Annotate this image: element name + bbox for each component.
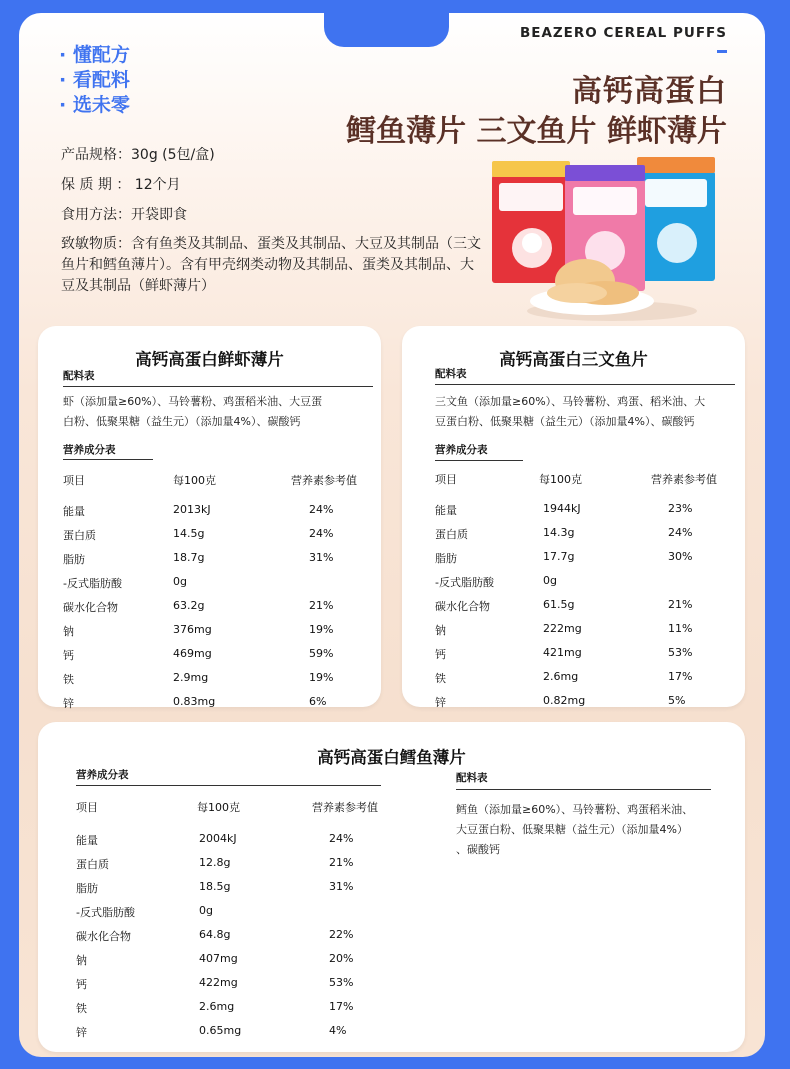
tagline-2: · 看配料 xyxy=(59,68,130,93)
nrv-value: 24% xyxy=(668,526,693,539)
nutrient-name: 脂肪 xyxy=(435,552,457,565)
box-shrimp xyxy=(637,157,715,281)
nutrient-name: -反式脂肪酸 xyxy=(63,577,122,590)
nutrient-name: 脂肪 xyxy=(76,882,98,895)
per100-value: 12.8g xyxy=(199,856,231,869)
per100-value: 2.6mg xyxy=(199,1000,235,1013)
nrv-value: 6% xyxy=(309,695,327,708)
col-per100: 每100克 xyxy=(173,474,216,487)
cod-ingredients-line-3: 、碳酸钙 xyxy=(456,843,500,856)
nutrient-name: -反式脂肪酸 xyxy=(76,906,135,919)
salmon-ingredients-line xyxy=(435,384,735,385)
nrv-value: 22% xyxy=(329,928,354,941)
nutrient-name: 铁 xyxy=(435,672,446,685)
nutrient-name: 锌 xyxy=(76,1026,87,1039)
nrv-value: 21% xyxy=(668,598,693,611)
nrv-value: 24% xyxy=(309,503,334,516)
per100-value: 14.3g xyxy=(543,526,575,539)
nutrient-name: 能量 xyxy=(435,504,457,517)
nrv-value: 17% xyxy=(668,670,693,683)
nutrient-name: 能量 xyxy=(76,834,98,847)
nutrient-name: 蛋白质 xyxy=(435,528,468,541)
headline-line-1: 高钙高蛋白 xyxy=(572,74,727,109)
per100-value: 0.83mg xyxy=(173,695,216,708)
product-image xyxy=(487,153,727,323)
nutrient-name: 钙 xyxy=(63,649,74,662)
per100-value: 18.5g xyxy=(199,880,231,893)
cod-ingredients xyxy=(456,800,726,860)
nrv-value: 23% xyxy=(668,502,693,515)
cod-ingredients-label: 配料表 xyxy=(456,772,488,784)
salmon-ingredients xyxy=(435,392,740,432)
per100-value: 61.5g xyxy=(543,598,575,611)
per100-value: 17.7g xyxy=(543,550,575,563)
nrv-value: 21% xyxy=(309,599,334,612)
nutrient-name: 蛋白质 xyxy=(63,529,96,542)
per100-value: 0g xyxy=(199,904,213,917)
nrv-value: 21% xyxy=(329,856,354,869)
per100-value: 0g xyxy=(173,575,187,588)
nutrient-name: 钠 xyxy=(435,624,446,637)
nutrient-name: 碳水化合物 xyxy=(76,930,131,943)
per100-value: 2.9mg xyxy=(173,671,209,684)
shelf-life-text: 保 质 期 ： 12个月 xyxy=(61,177,181,193)
brand-name: BEAZERO CEREAL PUFFS xyxy=(519,25,727,41)
per100-value: 421mg xyxy=(543,646,582,659)
top-tab-decoration xyxy=(324,13,449,47)
nrv-value: 53% xyxy=(668,646,693,659)
per100-value: 0g xyxy=(543,574,557,587)
per100-value: 0.82mg xyxy=(543,694,586,707)
nrv-value: 19% xyxy=(309,671,334,684)
nrv-value: 4% xyxy=(329,1024,347,1037)
nutrient-name: -反式脂肪酸 xyxy=(435,576,494,589)
brand-underline xyxy=(717,50,727,53)
nrv-value: 30% xyxy=(668,550,693,563)
per100-value: 0.65mg xyxy=(199,1024,242,1037)
per100-value: 469mg xyxy=(173,647,212,660)
salmon-ingredients-label: 配料表 xyxy=(435,368,467,380)
col-nrv: 营养素参考值 xyxy=(312,801,378,814)
per100-value: 63.2g xyxy=(173,599,205,612)
nutrient-name: 钠 xyxy=(76,954,87,967)
col-item: 项目 xyxy=(435,473,457,486)
nutrient-name: 蛋白质 xyxy=(76,858,109,871)
per100-value: 14.5g xyxy=(173,527,205,540)
per100-value: 2013kJ xyxy=(173,503,211,516)
per100-value: 18.7g xyxy=(173,551,205,564)
nrv-value: 31% xyxy=(309,551,334,564)
cod-card xyxy=(38,722,745,1052)
headline-line-2: 鳕鱼薄片 三文鱼片 鲜虾薄片 xyxy=(346,114,727,149)
tagline-list xyxy=(59,43,130,118)
nrv-value: 20% xyxy=(329,952,354,965)
product-info xyxy=(61,140,481,297)
nutrient-name: 铁 xyxy=(63,673,74,686)
nrv-value: 24% xyxy=(309,527,334,540)
nutrient-name: 铁 xyxy=(76,1002,87,1015)
col-nrv: 营养素参考值 xyxy=(291,474,357,487)
cod-title: 高钙高蛋白鳕鱼薄片 xyxy=(317,748,466,767)
shrimp-ingredients-label: 配料表 xyxy=(63,370,95,382)
nrv-value: 53% xyxy=(329,976,354,989)
nutrient-name: 钙 xyxy=(435,648,446,661)
nutrient-name: 锌 xyxy=(435,696,446,709)
nrv-value: 17% xyxy=(329,1000,354,1013)
per100-value: 422mg xyxy=(199,976,238,989)
cod-ingredients-line-2: 大豆蛋白粉、低聚果糖（益生元）（添加量4%） xyxy=(456,823,688,836)
per100-value: 222mg xyxy=(543,622,582,635)
tagline-1: · 懂配方 xyxy=(59,43,130,68)
per100-value: 407mg xyxy=(199,952,238,965)
usage-text: 食用方法：开袋即食 xyxy=(61,207,187,223)
salmon-card xyxy=(402,326,745,707)
shrimp-ingredients xyxy=(63,392,375,432)
nutrient-name: 锌 xyxy=(63,697,74,710)
shrimp-ingredients-line-2: 白粉、低聚果糖（益生元）（添加量4%）、碳酸钙 xyxy=(63,415,301,428)
per100-value: 2.6mg xyxy=(543,670,579,683)
shrimp-card xyxy=(38,326,381,710)
shrimp-nutrition-line xyxy=(63,459,153,460)
per100-value: 2004kJ xyxy=(199,832,237,845)
salmon-ingredients-line-2: 豆蛋白粉、低聚果糖（益生元）（添加量4%）、碳酸钙 xyxy=(435,415,695,428)
nutrient-name: 能量 xyxy=(63,505,85,518)
salmon-ingredients-line-1: 三文鱼（添加量≥60%）、马铃薯粉、鸡蛋、稻米油、大 xyxy=(435,395,706,408)
box-cod xyxy=(492,161,570,283)
per100-value: 376mg xyxy=(173,623,212,636)
nutrient-name: 碳水化合物 xyxy=(63,601,118,614)
nrv-value: 5% xyxy=(668,694,686,707)
cod-nutrition-label: 营养成分表 xyxy=(76,769,129,781)
shrimp-title: 高钙高蛋白鲜虾薄片 xyxy=(135,350,284,369)
cod-ingredients-line xyxy=(456,789,711,790)
product-boxes-illustration xyxy=(487,153,727,323)
nutrient-name: 脂肪 xyxy=(63,553,85,566)
col-per100: 每100克 xyxy=(197,801,240,814)
salmon-title: 高钙高蛋白三文鱼片 xyxy=(499,350,648,369)
nrv-value: 11% xyxy=(668,622,693,635)
nutrient-name: 钠 xyxy=(63,625,74,638)
col-nrv: 营养素参考值 xyxy=(651,473,717,486)
nrv-value: 24% xyxy=(329,832,354,845)
col-item: 项目 xyxy=(76,801,98,814)
shrimp-nutrition-label: 营养成分表 xyxy=(63,444,116,456)
shrimp-ingredients-line xyxy=(63,386,373,387)
allergen-text: 致敏物质：含有鱼类及其制品、蛋类及其制品、大豆及其制品（三文鱼片和鳕鱼薄片）。含有甲壳纲类动物及其制品、蛋类及其制品、大豆及其制品（鲜虾薄片） xyxy=(61,236,481,294)
nrv-value: 19% xyxy=(309,623,334,636)
nutrient-name: 碳水化合物 xyxy=(435,600,490,613)
per100-value: 64.8g xyxy=(199,928,231,941)
col-per100: 每100克 xyxy=(539,473,582,486)
tagline-3: · 选未零 xyxy=(59,93,130,118)
spec-text: 产品规格：30g (5包/盒) xyxy=(61,147,215,163)
col-item: 项目 xyxy=(63,474,85,487)
shrimp-ingredients-line-1: 虾（添加量≥60%）、马铃薯粉、鸡蛋稻米油、大豆蛋 xyxy=(63,395,323,408)
main-panel xyxy=(19,13,765,1057)
nutrient-name: 钙 xyxy=(76,978,87,991)
cod-ingredients-line-1: 鳕鱼（添加量≥60%）、马铃薯粉、鸡蛋稻米油、 xyxy=(456,803,694,816)
nrv-value: 59% xyxy=(309,647,334,660)
per100-value: 1944kJ xyxy=(543,502,581,515)
nrv-value: 31% xyxy=(329,880,354,893)
salmon-nutrition-label: 营养成分表 xyxy=(435,444,488,456)
cod-nutrition-line xyxy=(76,785,381,786)
salmon-nutrition-line xyxy=(435,460,523,461)
